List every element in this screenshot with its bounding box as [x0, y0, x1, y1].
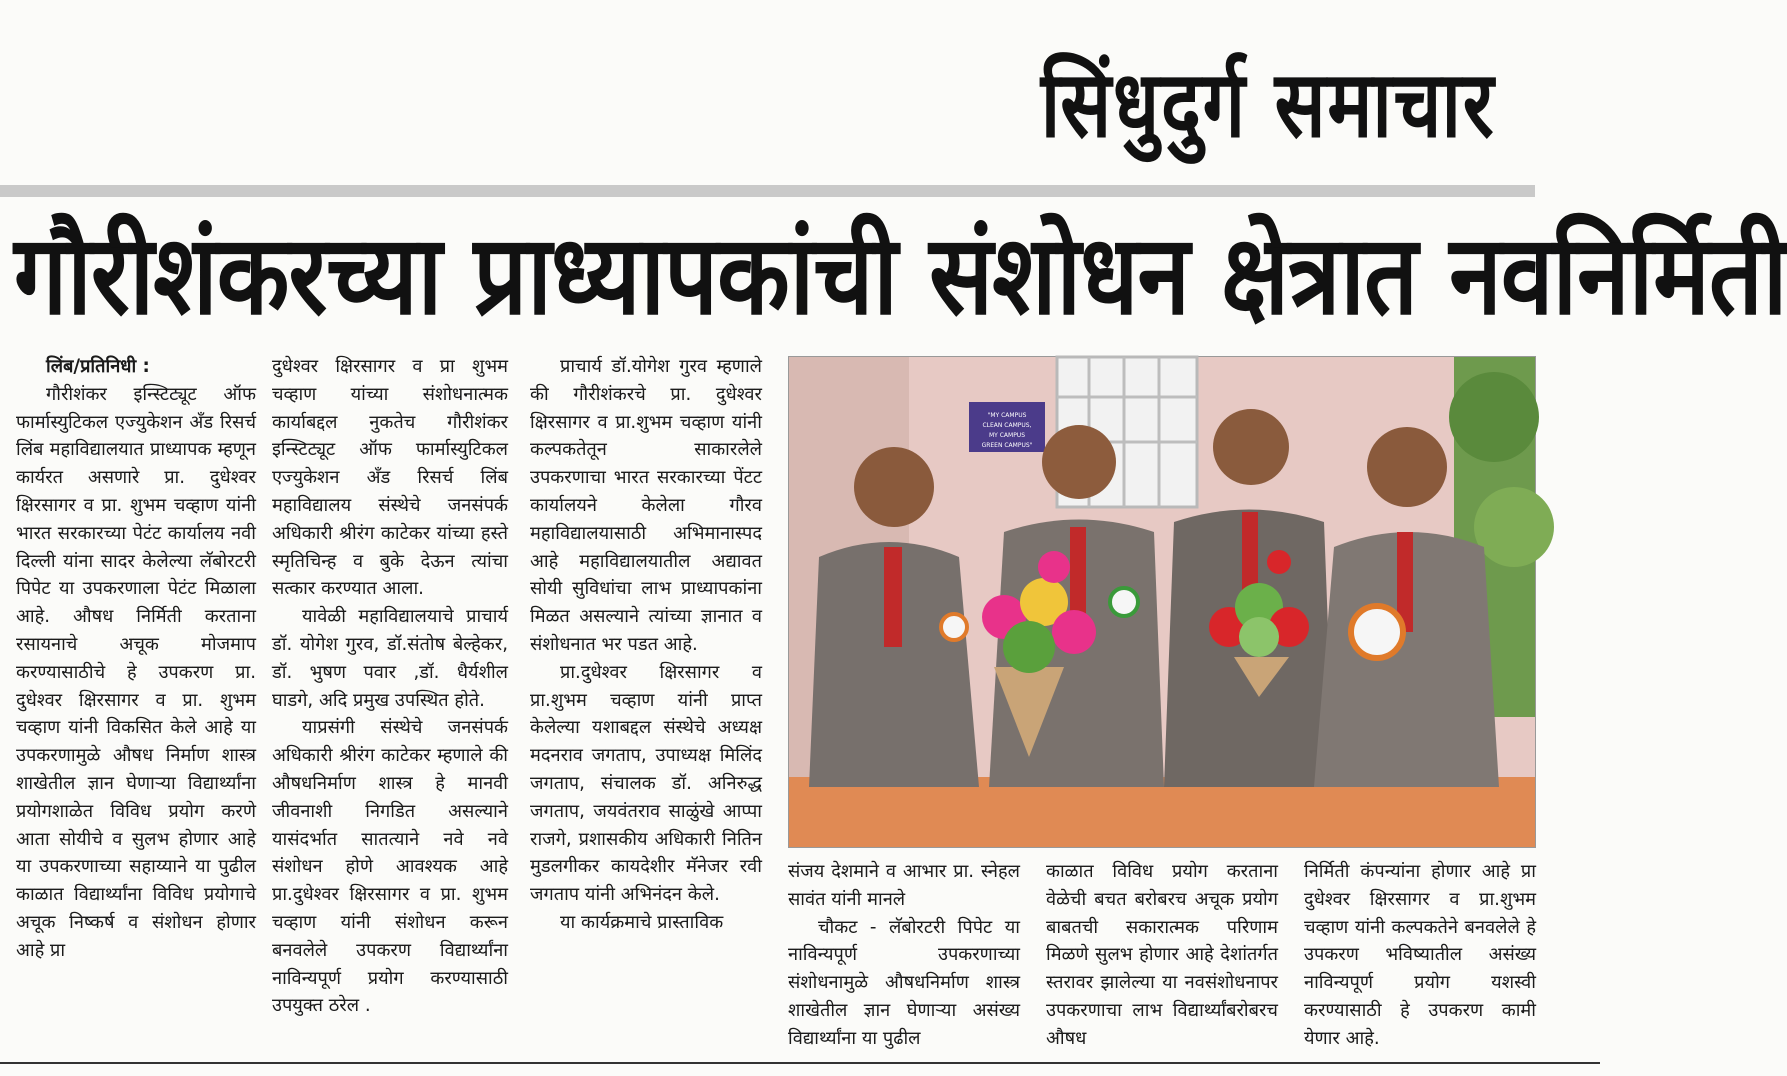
section-rule: [0, 185, 1535, 197]
paragraph: गौरीशंकर इन्स्टिट्यूट ऑफ फार्मास्युटिकल एज्युकेशन अँड रिसर्च लिंब महाविद्यालयात प्राध्यापक म्हणून कार्यरत असणारे प्रा. दुधेश्वर क्षिरसागर व प्रा. शुभम चव्हाण यांनी भारत सरकारच्या पेटंट कार्यालय नवी दिल्ली यांना सादर केलेल्या लॅबोरटरी पिपेट या उपकरणाला पेटंट मिळाला आहे. औषध निर्मिती करताना रसायनाचे अचूक मोजमाप करण्यासाठीचे हे उपकरण प्रा. दुधेश्वर क्षिरसागर व प्रा. शुभम चव्हाण यांनी विकसित केले आहे या उपकरणामुळे औषध निर्माण शास्त्र शाखेतील ज्ञान घेणाऱ्या विद्यार्थ्यांना प्रयोगशाळेत विविध प्रयोग करणे आता सोयीचे व सुलभ होणार आहे या उपकरणाच्या सहाय्याने या पुढील काळात विद्यार्थ्यांना विविध प्रयोगाचे अचूक निष्कर्ष व संशोधन होणार आहे प्रा: [16, 383, 256, 961]
paragraph: प्रा.दुधेश्वर क्षिरसागर व प्रा.शुभम चव्हाण यांनी प्राप्त केलेल्या यशाबद्दल संस्थेचे अध्यक्ष मदनराव जगताप, उपाध्यक्ष मिलिंद जगताप, संचालक डॉ. अनिरुद्ध जगताप, जयवंतराव साळुंखे आप्पा राजगे, प्रशासकीय अधिकारी नितिन मुडलगीकर कायदेशीर मॅनेजर रवी जगताप यांनी अभिनंदन केले.: [530, 661, 762, 906]
paragraph: काळात विविध प्रयोग करताना वेळेची बचत बरोबरच अचूक प्रयोग बाबतची सकारात्मक परिणाम मिळणे सुलभ होणार आहे देशांतर्गत स्तरावर झालेल्या या नवसंशोधनापर उपकरणाचा लाभ विद्यार्थ्यांबरोबरच औषध: [1046, 861, 1278, 1049]
rosette: [941, 614, 967, 640]
paragraph: याप्रसंगी संस्थेचे जनसंपर्क अधिकारी श्रीरंग काटेकर म्हणाले की औषधनिर्माण शास्त्र हे मानवी जीवनाशी निगडित असल्याने यासंदर्भात सातत्याने नवे नवे संशोधन होणे आवश्यक आहे प्रा.दुधेश्वर क्षिरसागर व प्रा. शुभम चव्हाण यांनी संशोधन करून बनवलेले उपकरण विद्यार्थ्यांना नाविन्यपूर्ण प्रयोग करण्यासाठी उपयुक्त ठरेल .: [272, 717, 508, 1017]
bottom-rule: [0, 1062, 1600, 1064]
article-column-5: [1046, 858, 1278, 1058]
paragraph: प्राचार्य डॉ.योगेश गुरव म्हणाले की गौरीशंकरचे प्रा. दुधेश्वर क्षिरसागर व प्रा.शुभम चव्हाण यांनी कल्पकतेतून साकारलेले उपकरणाचा भारत सरकारच्या पेंटट कार्यालयने केलेला गौरव महाविद्यालयासाठी अभिमानास्पद आहे महाविद्यालयातील अद्यावत सोयी सुविधांचा लाभ प्राध्यापकांना मिळत असल्याने त्यांच्या ज्ञानात व संशोधनात भर पडत आहे.: [530, 356, 762, 655]
rosette: [1110, 588, 1138, 616]
article-column-1: [16, 353, 256, 1058]
paragraph: दुधेश्वर क्षिरसागर व प्रा शुभम चव्हाण यांच्या संशोधनात्मक कार्याबद्दल नुकतेच गौरीशंकर इन्स्टिट्यूट ऑफ फार्मास्युटिकल एज्युकेशन अँड रिसर्च लिंब महाविद्यालय संस्थेचे जनसंपर्क अधिकारी श्रीरंग काटेकर यांच्या हस्ते स्मृतिचिन्ह व बुके देऊन त्यांचा सत्कार करण्यात आला.: [272, 356, 508, 600]
article-column-6: [1304, 858, 1536, 1058]
paragraph: यावेळी महाविद्यालयाचे प्राचार्य डॉ. योगेश गुरव, डॉ.संतोष बेल्हेकर, डॉ. भुषण पवार ,डॉ. धैर्यशील घाडगे, अदि प्रमुख उपस्थित होते.: [272, 606, 508, 711]
section-title: सिंधुदुर्ग समाचार: [1040, 51, 1495, 158]
table: [789, 777, 1535, 847]
paragraph: संजय देशमाने व आभार प्रा. स्नेहल सावंत यांनी मानले: [788, 861, 1020, 910]
article-column-4: [788, 858, 1020, 1058]
paragraph: या कार्यक्रमाचे प्रास्ताविक: [560, 911, 724, 933]
svg-text:"MY CAMPUS: "MY CAMPUS: [987, 412, 1027, 419]
svg-text:CLEAN CAMPUS,: CLEAN CAMPUS,: [982, 422, 1032, 429]
paragraph: निर्मिती कंपन्यांना होणार आहे प्रा दुधेश्वर क्षिरसागर व प्रा.शुभम चव्हाण यांनी कल्पकतेने बनवलेले हे उपकरण भविष्यातील असंख्य नाविन्यपूर्ण प्रयोग यशस्वी करण्यासाठी हे उपकरण कामी येणार आहे.: [1304, 861, 1536, 1049]
svg-text:GREEN CAMPUS": GREEN CAMPUS": [981, 442, 1033, 449]
photo-illustration: [789, 357, 1535, 847]
rosette: [1351, 606, 1403, 658]
box-paragraph: चौकट - लॅबोरटरी पिपेट या नाविन्यपूर्ण उपकरणाच्या संशोधनामुळे औषधनिर्माण शास्त्र शाखेतील ज्ञान घेणाऱ्या असंख्य विद्यार्थ्यांना या पुढील: [788, 916, 1020, 1049]
dateline: लिंब/प्रतिनिधी :: [46, 356, 150, 377]
article-column-3: [530, 353, 762, 1058]
headline: गौरीशंकरच्या प्राध्यापकांची संशोधन क्षेत्रात नवनिर्मिती: [14, 211, 1787, 339]
article-column-2: [272, 353, 508, 1058]
event-photo: [788, 356, 1536, 848]
svg-text:MY CAMPUS: MY CAMPUS: [988, 432, 1026, 439]
